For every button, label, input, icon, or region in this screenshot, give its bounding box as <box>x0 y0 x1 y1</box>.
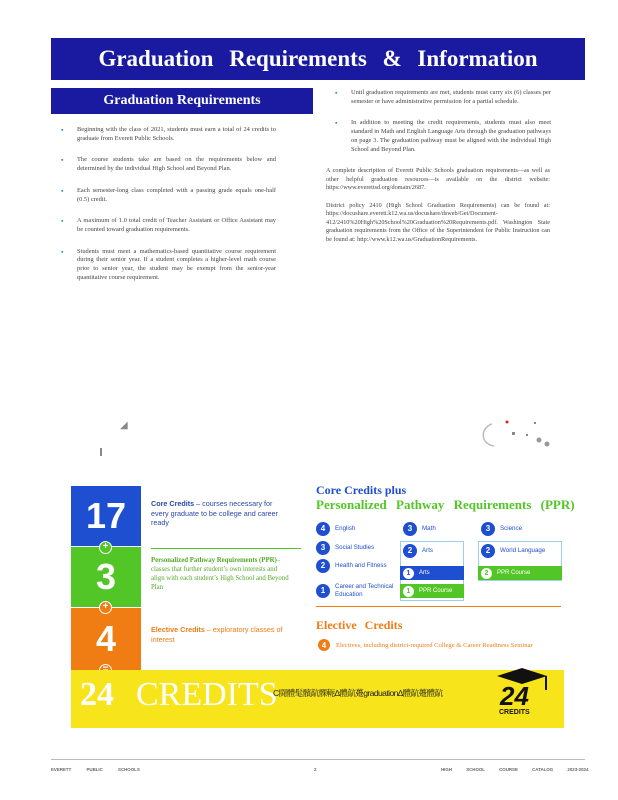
subject-science <box>481 522 522 536</box>
subject-health-fitness <box>316 559 396 573</box>
decoration-mark: ◢ <box>120 420 128 431</box>
list-item: ▪ Until graduation requirements are met, students must carry six (6) classes per semester or have administrative permission for a partial schedule. <box>335 89 551 106</box>
total-credits-number: 24 <box>80 676 114 713</box>
bar-label: Arts <box>419 570 430 576</box>
right-column <box>326 89 551 253</box>
ppr-description <box>151 556 291 592</box>
elective-heading: Elective Credits <box>316 618 403 632</box>
credit-count-badge: 2 <box>481 568 492 579</box>
ppr-credits-box: 3 <box>71 547 141 607</box>
footer-district: EVERETT PUBLIC SCHOOLS <box>51 767 140 772</box>
footer-catalog: HIGH SCHOOL COURSE CATALOG 2023-2024 <box>441 767 589 772</box>
elective-item <box>318 639 533 651</box>
page-number: 2 <box>314 767 317 772</box>
decoration-mark <box>100 448 102 456</box>
subject-label: World Language <box>500 547 546 555</box>
credit-count-badge: 4 <box>316 522 330 536</box>
credit-count-badge: 3 <box>316 541 330 555</box>
core-credits-title: Core Credits <box>151 499 195 508</box>
ppr-course-bar <box>478 566 562 580</box>
list-item: ▪ Beginning with the class of 2021, students must earn a total of 24 credits to graduate from Everett Public Schools. <box>61 126 276 143</box>
plus-icon: + <box>99 601 112 614</box>
credit-count-badge: 3 <box>403 522 417 536</box>
subject-math <box>403 522 436 536</box>
ppr-text: – classes that further student’s own interests and align with each student’s High School and Beyond Plan <box>151 557 289 591</box>
elective-item-text: Electives, including district-required College & Career Readiness Seminar <box>336 641 533 649</box>
ppr-title: Personalized Pathway Requirements (PPR) <box>151 557 277 564</box>
core-credits-text: – courses necessary for every graduate to be college and career ready <box>151 499 279 528</box>
total-credits-label: CREDITS <box>136 676 278 713</box>
subject-label: Science <box>500 525 523 533</box>
credit-count-badge: 2 <box>481 544 495 558</box>
subject-label: Health and Fitness <box>335 562 387 570</box>
subject-label: Arts <box>422 547 434 555</box>
list-item: ▪ The course students take are based on the requirements below and determined by the individual High School and Beyond Plan. <box>61 156 276 173</box>
total-credits-text: C闘體髦髕髚髁軛∆體髚躉graduation∆體髚躉體髚 <box>273 688 443 698</box>
credit-count-badge: 1 <box>316 584 330 598</box>
subject-social-studies <box>316 541 374 555</box>
ppr-course-bar <box>400 584 464 598</box>
subject-label: Career and Technical Education <box>335 583 394 598</box>
list-item: ▪ A maximum of 1.0 total credit of Teacher Assistant or Office Assistant may be counted toward graduation requirements. <box>61 217 276 234</box>
core-credits-description <box>151 499 291 528</box>
subject-label: English <box>335 525 356 533</box>
credit-count-badge: 2 <box>316 559 330 573</box>
list-item: ▪ In addition to meeting the credit requirements, students must also meet standard in Math and English Language Arts through the graduation pathways on page 3. The graduation pathway must be aligned with the individual High School and Beyond Plan. <box>335 119 551 154</box>
credit-count-badge: 2 <box>403 544 417 558</box>
divider <box>316 606 561 607</box>
credit-count-badge: 4 <box>318 639 330 651</box>
page-title: Graduation Requirements & Information <box>51 38 585 80</box>
subject-world-language <box>481 544 545 558</box>
list-item: ▪ Each semester-long class completed with a passing grade equals one-half (0.5) credit. <box>61 187 276 204</box>
cap-credits-number: 24 <box>500 681 529 711</box>
subject-arts <box>403 544 433 558</box>
core-credits-box: 17 <box>71 486 141 546</box>
elective-title: Elective Credits <box>151 625 205 634</box>
subject-english <box>316 522 355 536</box>
decoration-mark <box>474 418 554 454</box>
divider <box>151 548 301 549</box>
cap-credits-label: CREDITS <box>499 709 530 716</box>
arts-credit-bar <box>400 566 464 580</box>
credit-count-badge: 1 <box>403 568 414 579</box>
bar-label: PPR Course <box>497 570 531 576</box>
plus-icon: + <box>99 541 112 554</box>
footer-divider <box>51 759 585 760</box>
subject-cte <box>316 583 400 598</box>
list-item: ▪ Students must meet a mathematics-based quantitative course requirement during their senior year. If a student completes a higher-level math course prior to senior year, the student may be exempt from the senior-year quantitative course requirement. <box>61 248 276 283</box>
elective-text: – exploratory classes of interest <box>151 625 283 644</box>
core-plus-heading: Core Credits plus <box>316 483 407 497</box>
website-paragraph: A complete description of Everett Public Schools graduation requirements—as well as other helpful graduation resources—is available on the district website: https://www.everettsd.org/domain/2687. <box>326 167 550 192</box>
elective-description <box>151 625 291 644</box>
section-title: Graduation Requirements <box>51 88 313 114</box>
bar-label: PPR Course <box>419 588 453 594</box>
subject-label: Social Studies <box>335 544 375 552</box>
policy-paragraph: District policy 2410 (High School Graduation Requirements) can be found at: https://docushare.everett.k12.wa.us/docushare/dsweb/Get/Document-412/2410%20High%20School%20Graduation%20Requirements.pdf. Washington State graduation requirements from the Office of the Superintendent for Public Instruction can be found at: http://www.k12.wa.us/GraduationRequirements. <box>326 201 550 243</box>
ppr-heading: Personalized Pathway Requirements (PPR) <box>316 497 575 512</box>
credit-count-badge: 3 <box>481 522 495 536</box>
subject-label: Math <box>422 525 436 533</box>
elective-credits-box: 4 <box>71 608 141 670</box>
left-column <box>61 126 276 295</box>
credit-count-badge: 1 <box>403 586 414 597</box>
